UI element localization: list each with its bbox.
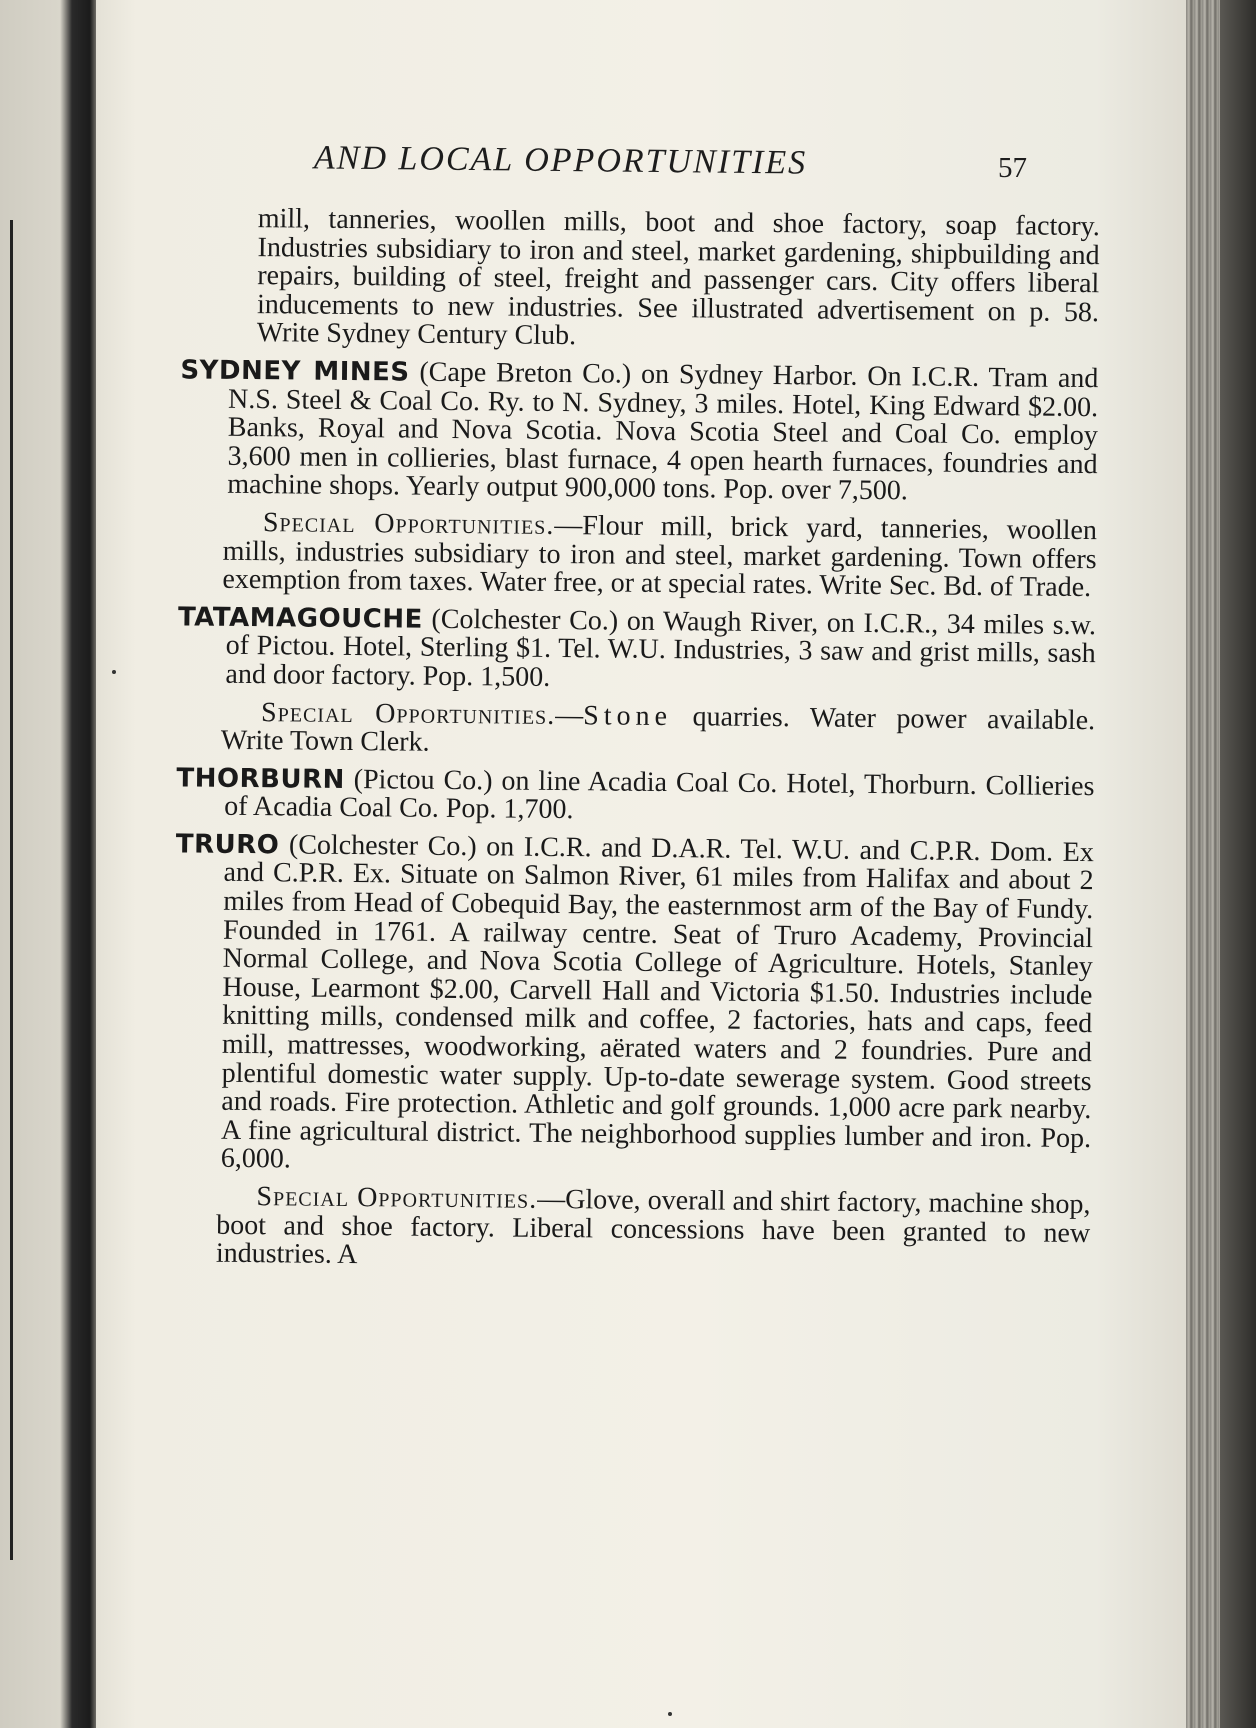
running-head: AND LOCAL OPPORTUNITIES bbox=[313, 139, 808, 182]
page-body bbox=[136, 204, 1136, 1286]
entry-text: (Colchester Co.) on Waugh River, on I.C.R., 34 miles s.w. of Pictou. Hotel, Sterling $1. Tel. W.U. Industries, 3 saw and grist mills, sash and door factory. Pop. 1,500. bbox=[225, 603, 1097, 693]
special-text: —Flour mill, brick yard, tanneries, woollen mills, industries subsidiary to iron and steel, market gardening. Town offers exemption from taxes. Water free, or at special rates. Write Sec. Bd. of Trade. bbox=[222, 509, 1098, 604]
entry-truro bbox=[137, 830, 1130, 1183]
entry-tatamagouche bbox=[141, 603, 1132, 698]
entry-text: (Colchester Co.) on I.C.R. and D.A.R. Tel. W.U. and C.P.R. Dom. Ex and C.P.R. Ex. Situate on Salmon River, 61 miles from Halifax and about 2 miles from Head of Cobequid Bay, the easternmost arm of the Bay of Fundy. Founded in 1761. A railway centre. Seat of Truro Academy, Provincial Normal College, and Nova Scotia College of Agriculture. Hotels, Stanley House, Learmont $2.00, Carvell Hall and Victoria $1.50. Industries include knitting mills, condensed milk and coffee, 2 factories, hats and caps, feed mill, mattresses, woodworking, aërated waters and 2 foundries. Pure and plentiful domestic water supply. Up-to-date sewerage system. Good streets and roads. Fire protection. Athletic and golf grounds. 1,000 acre park nearby. A fine agricultural district. The neighborhood supplies lumber and iron. Pop. 6,000. bbox=[220, 829, 1094, 1175]
left-page-edge bbox=[0, 0, 96, 1728]
place-name: TATAMAGOUCHE bbox=[177, 602, 423, 635]
place-name: THORBURN bbox=[176, 763, 345, 795]
place-name: SYDNEY MINES bbox=[180, 355, 410, 388]
special-opportunities-sydney-mines bbox=[142, 508, 1133, 603]
special-opportunities-tatamagouche bbox=[141, 697, 1132, 764]
special-text: quarries. Water power available. Write Town Clerk. bbox=[220, 700, 1096, 758]
binding-shadow bbox=[10, 220, 13, 1560]
page-number: 57 bbox=[998, 152, 1027, 184]
entry-sydney-mines bbox=[143, 356, 1134, 508]
speck bbox=[668, 1712, 672, 1716]
special-text: —Glove, overall and shirt factory, machine shop, boot and shoe factory. Liberal concessions have been granted to new industries. A bbox=[215, 1183, 1091, 1271]
entry-text: (Cape Breton Co.) on Sydney Harbor. On I.C.R. Tram and N.S. Steel & Coal Co. Ry. to N. Sydney, 3 miles. Hotel, King Edward $2.00. Banks, Royal and Nova Scotia. Nova Scotia Steel and Coal Co. employ 3,600 men in collieries, blast furnace, 4 open hearth furnaces, foundries and machine shops. Yearly output 900,000 tons. Pop. over 7,500. bbox=[227, 356, 1099, 507]
continued-paragraph: mill, tanneries, woollen mills, boot and shoe factory, soap factory. Industries subsidiary to iron and steel, market gardening, shipbuilding and repairs, building of steel, freight and passenger cars. City offers liberal inducements to new industries. See illustrated advertisement on p. 58. Write Sydney Century Club. bbox=[256, 203, 1100, 352]
entry-thorburn bbox=[140, 764, 1131, 831]
special-dash: — bbox=[555, 699, 584, 731]
special-opportunities-truro bbox=[136, 1182, 1127, 1277]
page bbox=[96, 0, 1186, 1728]
special-spaced-word: Stone bbox=[583, 699, 673, 732]
entry-text: (Pictou Co.) on line Acadia Coal Co. Hotel, Thorburn. Collieries of Acadia Coal Co. Pop. 1,700. bbox=[224, 763, 1095, 826]
special-label: Special Opportunities. bbox=[256, 1181, 538, 1215]
special-label: Special Opportunities. bbox=[260, 696, 556, 731]
place-name: TRURO bbox=[175, 829, 280, 861]
book-cover-edge bbox=[1220, 0, 1256, 1728]
speck bbox=[112, 670, 116, 674]
special-label: Special Opportunities. bbox=[262, 507, 555, 541]
